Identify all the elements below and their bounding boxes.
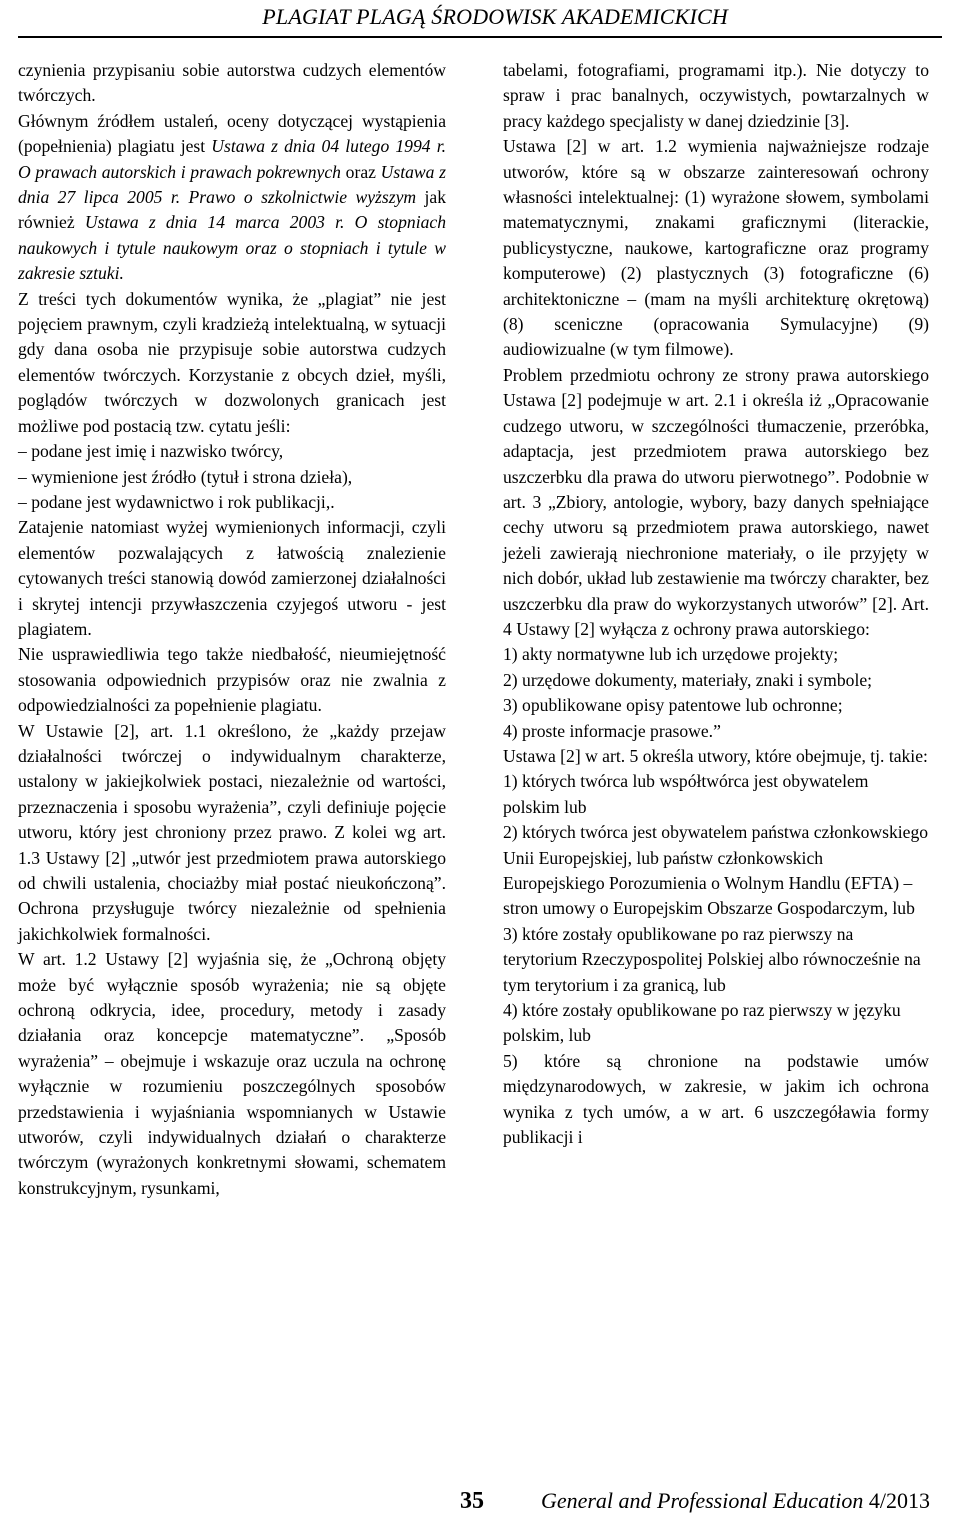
text-span: oraz: [340, 161, 381, 182]
list-item: 3) opublikowane opisy patentowe lub ochronne;: [503, 695, 843, 716]
journal-name: General and Professional Education: [540, 1488, 864, 1513]
header-rule: [18, 36, 942, 38]
paragraph: W art. 1.2 Ustawy [2] wyjaśnia się, że „Ochroną objęty może być wyłącznie sposób wyrażenia; nie są objęte ochroną odkrycia, idee, procedury, metody i zasady działania oraz koncepcje matematyczne”. „Sposób wyrażenia” – obejmuje i wskazuje oraz uczula na ochronę wyłącznie w rozumieniu poszczególnych sposobów przedstawienia i wyjaśniania wspomnianych w Ustawie utworów, czyli indywidualnych działań o charakterze twórczym (wyrażonych konkretnymi słowami, schematem konstrukcyjnym, rysunkami,: [18, 949, 446, 1198]
running-title: PLAGIAT PLAGĄ ŚRODOWISK AKADEMICKICH: [262, 4, 728, 29]
citation-italic: Ustawa z dnia 04 lutego 1994 r. O prawach autorskich i prawach pokrewnych: [18, 136, 446, 182]
list-item: 5) które są chronione na podstawie umów międzynarodowych, w zakresie, w jakim ich ochrona wynika z tych umów, a w art. 6 uszczegóławia formy publikacji i: [503, 1050, 929, 1148]
list-item: 4) które zostały opublikowane po raz pierwszy w języku polskim, lub: [503, 1000, 901, 1046]
paragraph: Ustawa [2] w art. 5 określa utwory, które obejmuje, tj. takie:: [503, 745, 928, 766]
dash-item: – podane jest wydawnictwo i rok publikacji,.: [18, 491, 335, 512]
text-span: Głównym źródłem ustaleń, oceny dotyczącej wystąpienia (popełnienia) plagiatu jest: [18, 110, 446, 157]
list-item: 2) których twórca jest obywatelem państwa członkowskiego Unii Europejskiej, lub państw członkowskich Europejskiego Porozumienia o Wolnym Handlu (EFTA) – stron umowy o Europejskim Obszarze Gospodarczym, lub: [503, 822, 929, 919]
dash-item: – wymienione jest źródło (tytuł i strona dzieła),: [18, 466, 353, 487]
paragraph: Nie usprawiedliwia tego także niedbałość, nieumiejętność stosowania odpowiednich przypisów oraz nie zwalnia z odpowiedzialności za popełnienie plagiatu.: [18, 644, 446, 716]
paragraph: tabelami, fotografiami, programami itp.). Nie dotyczy to spraw i prac banalnych, oczywistych, powtarzalnych w pracy każdego specjalisty w danej dziedzinie [3].: [503, 60, 929, 131]
left-column: [18, 58, 446, 1201]
list-item: 3) które zostały opublikowane po raz pierwszy na terytorium Rzeczypospolitej Polskiej albo równocześnie na tym terytorium i za granicą, lub: [503, 923, 921, 995]
paragraph: czynienia przypisaniu sobie autorstwa cudzych elementów twórczych.: [18, 60, 446, 106]
list-item: 2) urzędowe dokumenty, materiały, znaki i symbole;: [503, 669, 873, 690]
citation-italic: Ustawa z dnia 27 lipca 2005 r. Prawo o szkolnictwie wyższym: [18, 161, 447, 208]
paragraph: Zatajenie natomiast wyżej wymienionych informacji, czyli elementów pozwalających z łatwością znalezienie cytowanych treści stanowią dowód zamierzonej działalności i skrytej intencji przywłaszczenia czyjegoś utworu - jest plagiatem.: [18, 517, 446, 639]
page-header: [0, 0, 960, 40]
journal-issue: 4/2013: [863, 1488, 930, 1513]
paragraph: Problem przedmiotu ochrony ze strony prawa autorskiego Ustawa [2] podejmuje w art. 2.1 i określa iż „Opracowanie cudzego utworu, w szczególności tłumaczenie, przeróbka, adaptacja, jest przedmiotem prawa autorskiego bez uszczerbku dla prawa do utworu pierwotnego”. Podobnie w art. 3 „Zbiory, antologie, wybory, bazy danych spełniające cechy utworu są przedmiotem prawa autorskiego, nawet jeżeli zawierają niechronione materiały, o ile przyjęty w nich dobór, układ lub zestawienie ma twórczy charakter, bez uszczerbku dla praw do wykorzystanych utworów” [2]. Art. 4 Ustawy [2] wyłącza z ochrony prawa autorskiego:: [503, 364, 929, 639]
list-item: 1) akty normatywne lub ich urzędowe projekty;: [503, 644, 839, 665]
journal-reference: [541, 1488, 930, 1514]
right-column: [503, 58, 929, 1150]
list-item: 4) proste informacje prasowe.”: [503, 720, 721, 741]
paragraph: [18, 109, 446, 287]
text-span: jak również: [18, 187, 446, 233]
page-footer: [0, 1480, 960, 1515]
list-item: 1) których twórca lub współtwórca jest obywatelem polskim lub: [503, 771, 869, 817]
page-number: 35: [460, 1488, 484, 1514]
paragraph: Ustawa [2] w art. 1.2 wymienia najważniejsze rodzaje utworów, które są w obszarze zainteresowań ochrony własności intelektualnej: (1) wyrażone słowem, symbolami matematycznymi, znakami graficznymi (literackie, publicystyczne, naukowe, kartograficzne oraz programy komputerowe) (2) plastycznych (3) fotograficzne (6) architektoniczne – (mam na myśli architekturę okrętową) (8) sceniczne (opracowania Symulacyjne) (9) audiowizualne (w tym filmowe).: [503, 136, 929, 360]
dash-item: – podane jest imię i nazwisko twórcy,: [18, 441, 284, 462]
paragraph: W Ustawie [2], art. 1.1 określono, że „każdy przejaw działalności twórczej o indywidualnym charakterze, ustalony w jakiejkolwiek postaci, niezależnie od wartości, przeznaczenia i sposobu wyrażenia”, czyli definiuje pojęcie utworu, który jest chroniony przez prawo. Z kolei wg art. 1.3 Ustawy [2] „utwór jest przedmiotem prawa autorskiego od chwili ustalenia, chociażby miał postać nieukończoną”. Ochrona przysługuje twórcy niezależnie od spełnienia jakichkolwiek formalności.: [18, 720, 446, 944]
citation-italic: Ustawa z dnia 14 marca 2003 r. O stopniach naukowych i tytule naukowym oraz o stopniach i tytule w zakresie sztuki.: [18, 212, 446, 284]
paragraph: Z treści tych dokumentów wynika, że „plagiat” nie jest pojęciem prawnym, czyli kradzieżą intelektualną, w sytuacji gdy dana osoba nie przypisuje sobie autorstwa cudzych elementów twórczych. Korzystanie z obcych dzieł, myśli, poglądów twórczych w dozwolonych granicach jest możliwe pod postacią tzw. cytatu jeśli:: [18, 288, 446, 436]
